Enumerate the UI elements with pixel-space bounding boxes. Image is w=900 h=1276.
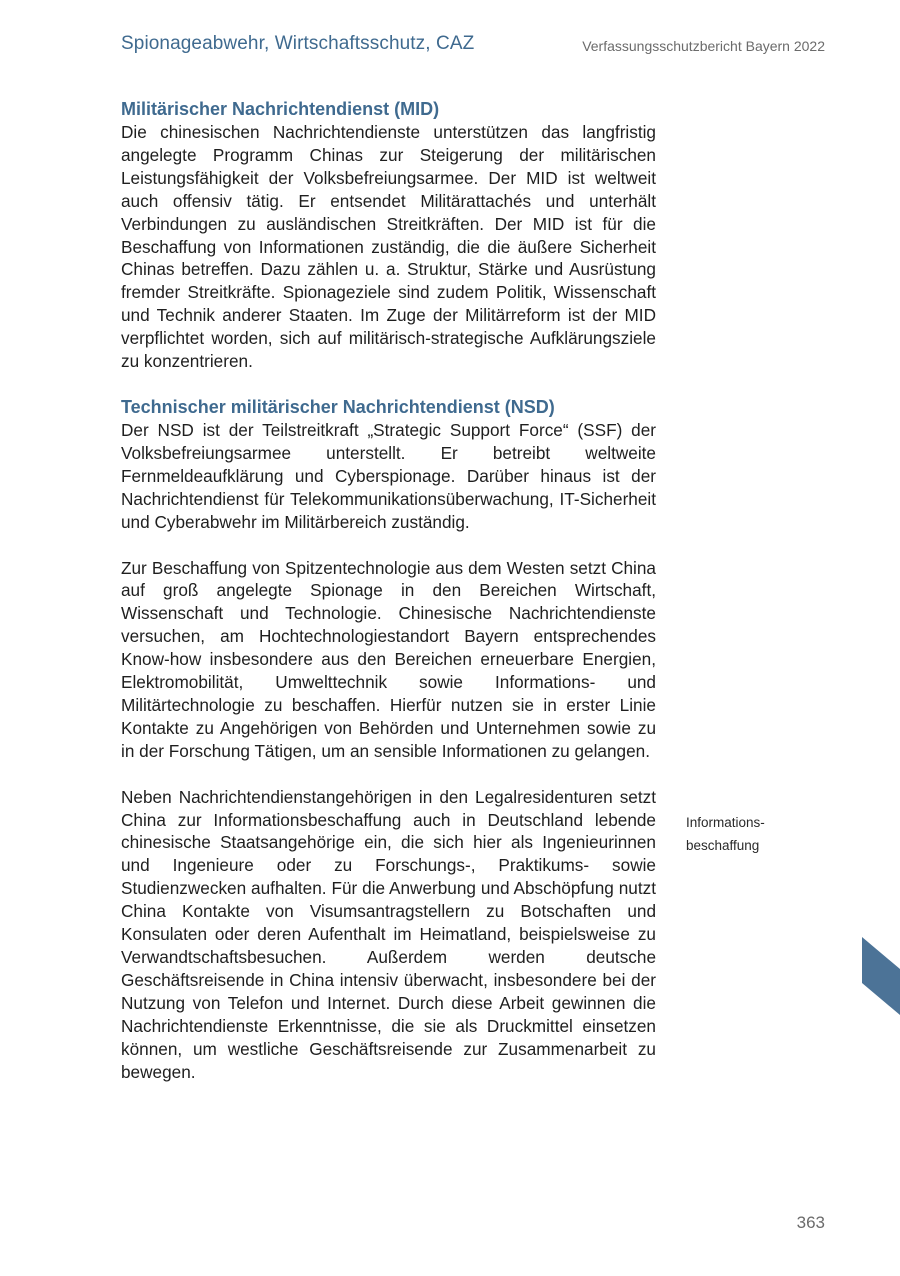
- heading-nsd: Technischer militärischer Nachrichtendienst (NSD): [121, 396, 555, 417]
- header-section-title: Spionageabwehr, Wirtschaftsschutz, CAZ: [121, 33, 475, 54]
- header-report-title: Verfassungsschutzbericht Bayern 2022: [582, 38, 825, 54]
- margin-note-line-2: beschaffung: [686, 838, 760, 853]
- paragraph-spitzentechnologie: Zur Beschaffung von Spitzentechnologie aus dem Westen setzt China auf groß angelegte Spionage in den Bereichen Wirtschaft, Wissenschaft und Technologie. Chinesische Nachrichtendienste versuchen, am Hochtechnologiestandort Bayern entsprechendes Know-how insbesondere aus den Bereichen erneuerbare Energien, Elektromobilität, Umwelttechnik sowie Informations- und Militärtechnologie zu beschaffen. Hierfür nutzen sie in erster Linie Kontakte zu Angehörigen von Behörden und Unternehmen sowie zu in der Forschung Tätigen, um an sensible Informationen zu gelangen.: [121, 557, 656, 761]
- paragraph-informationsbeschaffung: Neben Nachrichtendienstangehörigen in den Legalresidenturen setzt China zur Informationsbeschaffung auch in Deutschland lebende chinesische Staatsangehörige ein, die sich hier als Ingenieurinnen und Ingenieure oder zu Forschungs-, Praktikums- sowie Studienzwecken aufhalten. Für die Anwerbung und Abschöpfung nutzt China Kontakte von Visumsantragstellern zu Botschaften und Konsulaten oder deren Aufenthalt im Heimatland, beispielsweise zu Verwandtschaftsbesuchen. Außerdem werden deutsche Geschäftsreisende in China intensiv überwacht, insbesondere bei der Nutzung von Telefon und Internet. Durch diese Arbeit gewinnen die Nachrichtendienste Erkenntnisse, die sie als Druckmittel einsetzen können, um westliche Geschäftsreisende zur Zusammenarbeit zu bewegen.: [121, 786, 656, 1082]
- main-content: [121, 98, 656, 1083]
- page-number: 363: [796, 1213, 825, 1232]
- margin-note: [686, 811, 816, 857]
- margin-note-line-1: Informations-: [686, 815, 765, 830]
- chapter-tab-marker: [862, 937, 900, 1015]
- paragraph-nsd: Der NSD ist der Teilstreitkraft „Strategic Support Force“ (SSF) der Volksbefreiungsarmee unterstellt. Er betreibt weltweite Fernmeldeaufklärung und Cyberspionage. Darüber hinaus ist der Nachrichtendienst für Telekommunikationsüberwachung, IT-Sicherheit und Cyberabwehr im Militärbereich zuständig.: [121, 419, 656, 532]
- heading-mid: Militärischer Nachrichtendienst (MID): [121, 99, 440, 119]
- paragraph-mid: Die chinesischen Nachrichtendienste unterstützen das langfristig angelegte Programm Chinas zur Steigerung der militärischen Leistungsfähigkeit der Volksbefreiungsarmee. Der MID ist weltweit auch offensiv tätig. Er entsendet Militärattachés und unterhält Verbindungen zu ausländischen Streitkräften. Der MID ist für die Beschaffung von Informationen zuständig, die die äußere Sicherheit Chinas betreffen. Dazu zählen u. a. Struktur, Stärke und Ausrüstung fremder Streitkräfte. Spionageziele sind zudem Politik, Wissenschaft und Technik anderer Staaten. Im Zuge der Militärreform ist der MID verpflichtet worden, sich auf militärisch-strategische Aufklärungsziele zu konzentrieren.: [121, 122, 656, 372]
